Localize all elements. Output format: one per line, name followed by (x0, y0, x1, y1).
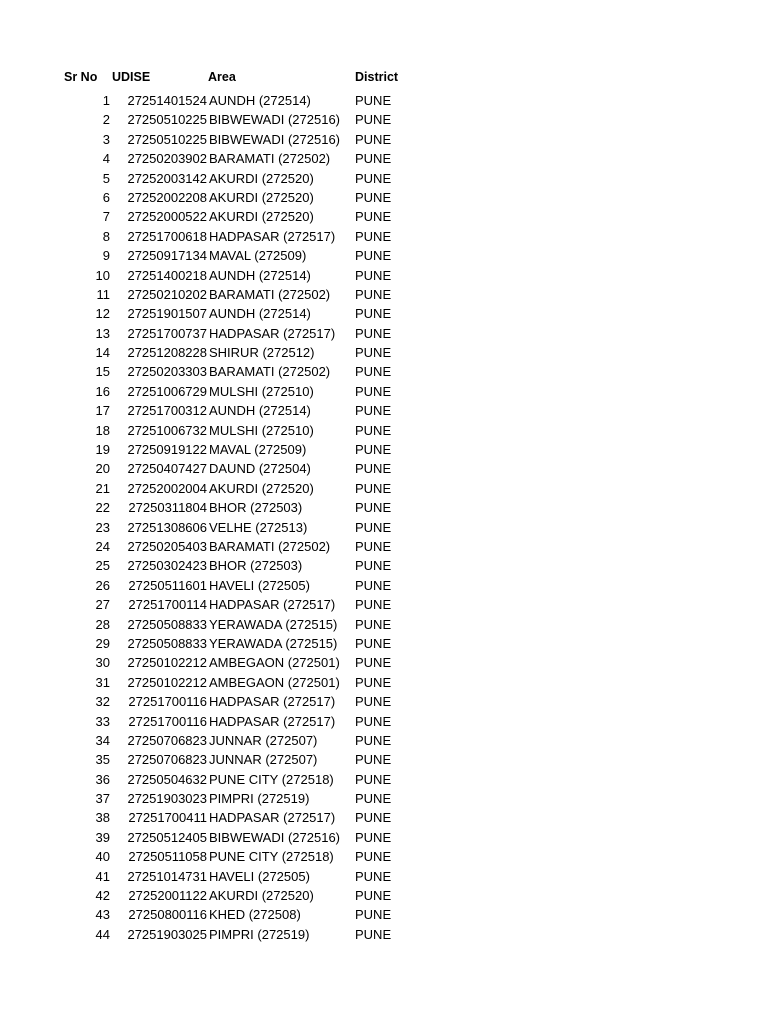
cell-udise: 27251700312 (127, 403, 207, 419)
cell-area: BHOR (272503) (209, 558, 303, 574)
table-body (0, 91, 768, 944)
cell-district: PUNE (355, 228, 392, 244)
table-row (0, 576, 768, 595)
table-row (0, 362, 768, 381)
table-row (0, 770, 768, 789)
cell-area: BARAMATI (272502) (209, 286, 331, 302)
table-row (0, 518, 768, 537)
cell-area: AKURDI (272520) (209, 888, 314, 904)
cell-sr-no: 4 (102, 151, 110, 167)
table-row (0, 615, 768, 634)
table-row (0, 808, 768, 827)
cell-udise: 27250510225 (127, 112, 207, 128)
cell-sr-no: 26 (95, 577, 110, 593)
cell-area: VELHE (272513) (209, 519, 308, 535)
cell-sr-no: 14 (95, 345, 110, 361)
cell-area: HADPASAR (272517) (209, 694, 336, 710)
cell-udise: 27251901507 (127, 306, 207, 322)
table-row (0, 750, 768, 769)
cell-area: MULSHI (272510) (209, 422, 314, 438)
cell-district: PUNE (355, 907, 392, 923)
cell-district: PUNE (355, 577, 392, 593)
cell-district: PUNE (355, 112, 392, 128)
cell-district: PUNE (355, 403, 392, 419)
cell-udise: 27251006732 (127, 422, 207, 438)
table-row (0, 556, 768, 575)
table-row (0, 459, 768, 478)
cell-district: PUNE (355, 868, 392, 884)
cell-district: PUNE (355, 306, 392, 322)
table-row (0, 149, 768, 168)
cell-sr-no: 18 (95, 422, 110, 438)
cell-udise: 27250203902 (127, 151, 207, 167)
table-row (0, 304, 768, 323)
cell-udise: 27252002208 (127, 189, 207, 205)
header-district: District (355, 70, 399, 84)
table-row (0, 712, 768, 731)
cell-district: PUNE (355, 286, 392, 302)
table-row (0, 382, 768, 401)
table-row (0, 401, 768, 420)
cell-area: JUNNAR (272507) (209, 752, 318, 768)
cell-sr-no: 5 (102, 170, 110, 186)
cell-sr-no: 9 (102, 248, 110, 264)
cell-sr-no: 3 (102, 131, 110, 147)
cell-area: HAVELI (272505) (209, 577, 310, 593)
table-row (0, 867, 768, 886)
cell-sr-no: 33 (95, 713, 110, 729)
cell-area: MULSHI (272510) (209, 383, 314, 399)
cell-area: HADPASAR (272517) (209, 325, 336, 341)
table-row (0, 246, 768, 265)
cell-district: PUNE (355, 248, 392, 264)
cell-sr-no: 16 (95, 383, 110, 399)
cell-area: BIBWEWADI (272516) (209, 112, 341, 128)
table-row (0, 498, 768, 517)
cell-district: PUNE (355, 655, 392, 671)
cell-udise: 27250508833 (127, 616, 207, 632)
cell-udise: 27251700411 (128, 810, 207, 826)
cell-sr-no: 34 (95, 732, 110, 748)
cell-udise: 27252003142 (127, 170, 207, 186)
cell-sr-no: 35 (95, 752, 110, 768)
table-row (0, 595, 768, 614)
cell-sr-no: 32 (95, 694, 110, 710)
cell-sr-no: 28 (95, 616, 110, 632)
cell-sr-no: 13 (95, 325, 110, 341)
cell-udise: 27251700618 (127, 228, 207, 244)
cell-area: HADPASAR (272517) (209, 810, 336, 826)
cell-udise: 27251903023 (127, 791, 207, 807)
cell-sr-no: 27 (95, 597, 110, 613)
cell-district: PUNE (355, 131, 392, 147)
table-row (0, 169, 768, 188)
cell-district: PUNE (355, 538, 392, 554)
table-row (0, 285, 768, 304)
cell-area: PUNE CITY (272518) (209, 849, 334, 865)
cell-area: BARAMATI (272502) (209, 151, 331, 167)
cell-area: AUNDH (272514) (209, 403, 311, 419)
cell-udise: 27251400218 (127, 267, 207, 283)
cell-area: JUNNAR (272507) (209, 732, 318, 748)
cell-area: BIBWEWADI (272516) (209, 131, 341, 147)
table-header (0, 70, 768, 88)
cell-udise: 27250407427 (127, 461, 207, 477)
table-row (0, 886, 768, 905)
cell-udise: 27250510225 (127, 131, 207, 147)
cell-udise: 27250302423 (127, 558, 207, 574)
cell-sr-no: 15 (95, 364, 110, 380)
cell-district: PUNE (355, 791, 392, 807)
cell-area: HADPASAR (272517) (209, 228, 336, 244)
cell-district: PUNE (355, 209, 392, 225)
header-sr-no: Sr No (64, 70, 98, 84)
cell-area: MAVAL (272509) (209, 248, 307, 264)
cell-udise: 27250205403 (127, 538, 207, 554)
cell-area: AKURDI (272520) (209, 209, 314, 225)
cell-udise: 27250511601 (128, 577, 207, 593)
cell-area: YERAWADA (272515) (209, 616, 338, 632)
cell-district: PUNE (355, 771, 392, 787)
cell-district: PUNE (355, 849, 392, 865)
cell-sr-no: 22 (95, 500, 110, 516)
cell-district: PUNE (355, 752, 392, 768)
header-udise: UDISE (112, 70, 151, 84)
cell-sr-no: 36 (95, 771, 110, 787)
cell-area: SHIRUR (272512) (209, 345, 315, 361)
header-area: Area (208, 70, 236, 84)
cell-district: PUNE (355, 597, 392, 613)
cell-district: PUNE (355, 732, 392, 748)
cell-udise: 27250203303 (127, 364, 207, 380)
cell-area: KHED (272508) (209, 907, 301, 923)
table-row (0, 110, 768, 129)
cell-udise: 27250800116 (128, 907, 207, 923)
cell-sr-no: 37 (95, 791, 110, 807)
cell-area: AUNDH (272514) (209, 267, 311, 283)
cell-area: AKURDI (272520) (209, 480, 314, 496)
cell-district: PUNE (355, 635, 392, 651)
cell-udise: 27251700116 (128, 713, 207, 729)
table-row (0, 692, 768, 711)
cell-district: PUNE (355, 480, 392, 496)
table-row (0, 324, 768, 343)
cell-area: AMBEGAON (272501) (209, 674, 340, 690)
cell-udise: 27250102212 (127, 674, 207, 690)
cell-district: PUNE (355, 93, 392, 108)
cell-sr-no: 38 (95, 810, 110, 826)
cell-sr-no: 30 (95, 655, 110, 671)
table-row (0, 188, 768, 207)
table-row (0, 266, 768, 285)
cell-sr-no: 1 (102, 93, 110, 108)
cell-sr-no: 42 (95, 888, 110, 904)
cell-udise: 27251700114 (128, 597, 207, 613)
cell-area: PIMPRI (272519) (209, 926, 310, 942)
cell-sr-no: 24 (95, 538, 110, 554)
cell-udise: 27251700737 (127, 325, 207, 341)
table-row (0, 91, 768, 110)
cell-area: AUNDH (272514) (209, 306, 311, 322)
cell-sr-no: 44 (95, 926, 110, 942)
cell-sr-no: 29 (95, 635, 110, 651)
cell-district: PUNE (355, 810, 392, 826)
cell-udise: 27250511058 (128, 849, 207, 865)
table-row (0, 207, 768, 226)
cell-district: PUNE (355, 616, 392, 632)
cell-udise: 27252000522 (127, 209, 207, 225)
cell-udise: 27250512405 (127, 829, 207, 845)
cell-sr-no: 19 (95, 442, 110, 458)
cell-district: PUNE (355, 151, 392, 167)
cell-district: PUNE (355, 364, 392, 380)
cell-sr-no: 21 (95, 480, 110, 496)
table-row (0, 130, 768, 149)
cell-udise: 27250706823 (127, 752, 207, 768)
table-row (0, 653, 768, 672)
cell-district: PUNE (355, 500, 392, 516)
cell-sr-no: 17 (95, 403, 110, 419)
cell-udise: 27251401524 (127, 93, 207, 108)
cell-area: BARAMATI (272502) (209, 364, 331, 380)
cell-area: YERAWADA (272515) (209, 635, 338, 651)
cell-district: PUNE (355, 442, 392, 458)
cell-district: PUNE (355, 519, 392, 535)
cell-area: HAVELI (272505) (209, 868, 310, 884)
cell-district: PUNE (355, 694, 392, 710)
cell-sr-no: 43 (95, 907, 110, 923)
cell-district: PUNE (355, 422, 392, 438)
cell-sr-no: 10 (95, 267, 110, 283)
cell-sr-no: 6 (102, 189, 110, 205)
cell-district: PUNE (355, 325, 392, 341)
cell-area: PUNE CITY (272518) (209, 771, 334, 787)
cell-sr-no: 11 (96, 286, 110, 302)
cell-sr-no: 12 (95, 306, 110, 322)
cell-sr-no: 2 (102, 112, 110, 128)
cell-area: AKURDI (272520) (209, 170, 314, 186)
cell-district: PUNE (355, 674, 392, 690)
cell-area: AUNDH (272514) (209, 93, 311, 108)
cell-sr-no: 23 (95, 519, 110, 535)
table-row (0, 731, 768, 750)
cell-udise: 27250508833 (127, 635, 207, 651)
cell-area: HADPASAR (272517) (209, 597, 336, 613)
table-row (0, 421, 768, 440)
cell-udise: 27251903025 (127, 926, 207, 942)
cell-district: PUNE (355, 345, 392, 361)
cell-udise: 27250311804 (128, 500, 207, 516)
cell-district: PUNE (355, 926, 392, 942)
cell-district: PUNE (355, 713, 392, 729)
table-row (0, 828, 768, 847)
cell-area: AMBEGAON (272501) (209, 655, 340, 671)
cell-district: PUNE (355, 829, 392, 845)
cell-district: PUNE (355, 267, 392, 283)
table-row (0, 537, 768, 556)
cell-udise: 27250102212 (127, 655, 207, 671)
cell-udise: 27251308606 (127, 519, 207, 535)
cell-district: PUNE (355, 888, 392, 904)
cell-sr-no: 7 (102, 209, 110, 225)
cell-area: PIMPRI (272519) (209, 791, 310, 807)
cell-sr-no: 39 (95, 829, 110, 845)
cell-area: DAUND (272504) (209, 461, 311, 477)
cell-udise: 27250210202 (127, 286, 207, 302)
cell-udise: 27251700116 (128, 694, 207, 710)
cell-area: BHOR (272503) (209, 500, 303, 516)
cell-udise: 27250504632 (127, 771, 207, 787)
cell-udise: 27251208228 (127, 345, 207, 361)
cell-udise: 27252001122 (128, 888, 207, 904)
table-row (0, 789, 768, 808)
cell-area: BIBWEWADI (272516) (209, 829, 341, 845)
table-row (0, 440, 768, 459)
cell-district: PUNE (355, 189, 392, 205)
cell-area: BARAMATI (272502) (209, 538, 331, 554)
cell-sr-no: 41 (95, 868, 110, 884)
cell-sr-no: 31 (95, 674, 110, 690)
cell-udise: 27251014731 (127, 868, 207, 884)
cell-district: PUNE (355, 558, 392, 574)
cell-area: MAVAL (272509) (209, 442, 307, 458)
cell-area: HADPASAR (272517) (209, 713, 336, 729)
table-row (0, 343, 768, 362)
table-row (0, 925, 768, 944)
cell-udise: 27250917134 (127, 248, 207, 264)
cell-district: PUNE (355, 170, 392, 186)
cell-sr-no: 25 (95, 558, 110, 574)
cell-udise: 27251006729 (127, 383, 207, 399)
cell-area: AKURDI (272520) (209, 189, 314, 205)
cell-district: PUNE (355, 461, 392, 477)
table-row (0, 479, 768, 498)
table-row (0, 227, 768, 246)
cell-udise: 27250706823 (127, 732, 207, 748)
cell-district: PUNE (355, 383, 392, 399)
table-row (0, 847, 768, 866)
cell-udise: 27252002004 (127, 480, 207, 496)
cell-sr-no: 20 (95, 461, 110, 477)
table-row (0, 634, 768, 653)
table-row (0, 673, 768, 692)
cell-sr-no: 8 (102, 228, 110, 244)
table-row (0, 905, 768, 924)
cell-udise: 27250919122 (127, 442, 207, 458)
cell-sr-no: 40 (95, 849, 110, 865)
